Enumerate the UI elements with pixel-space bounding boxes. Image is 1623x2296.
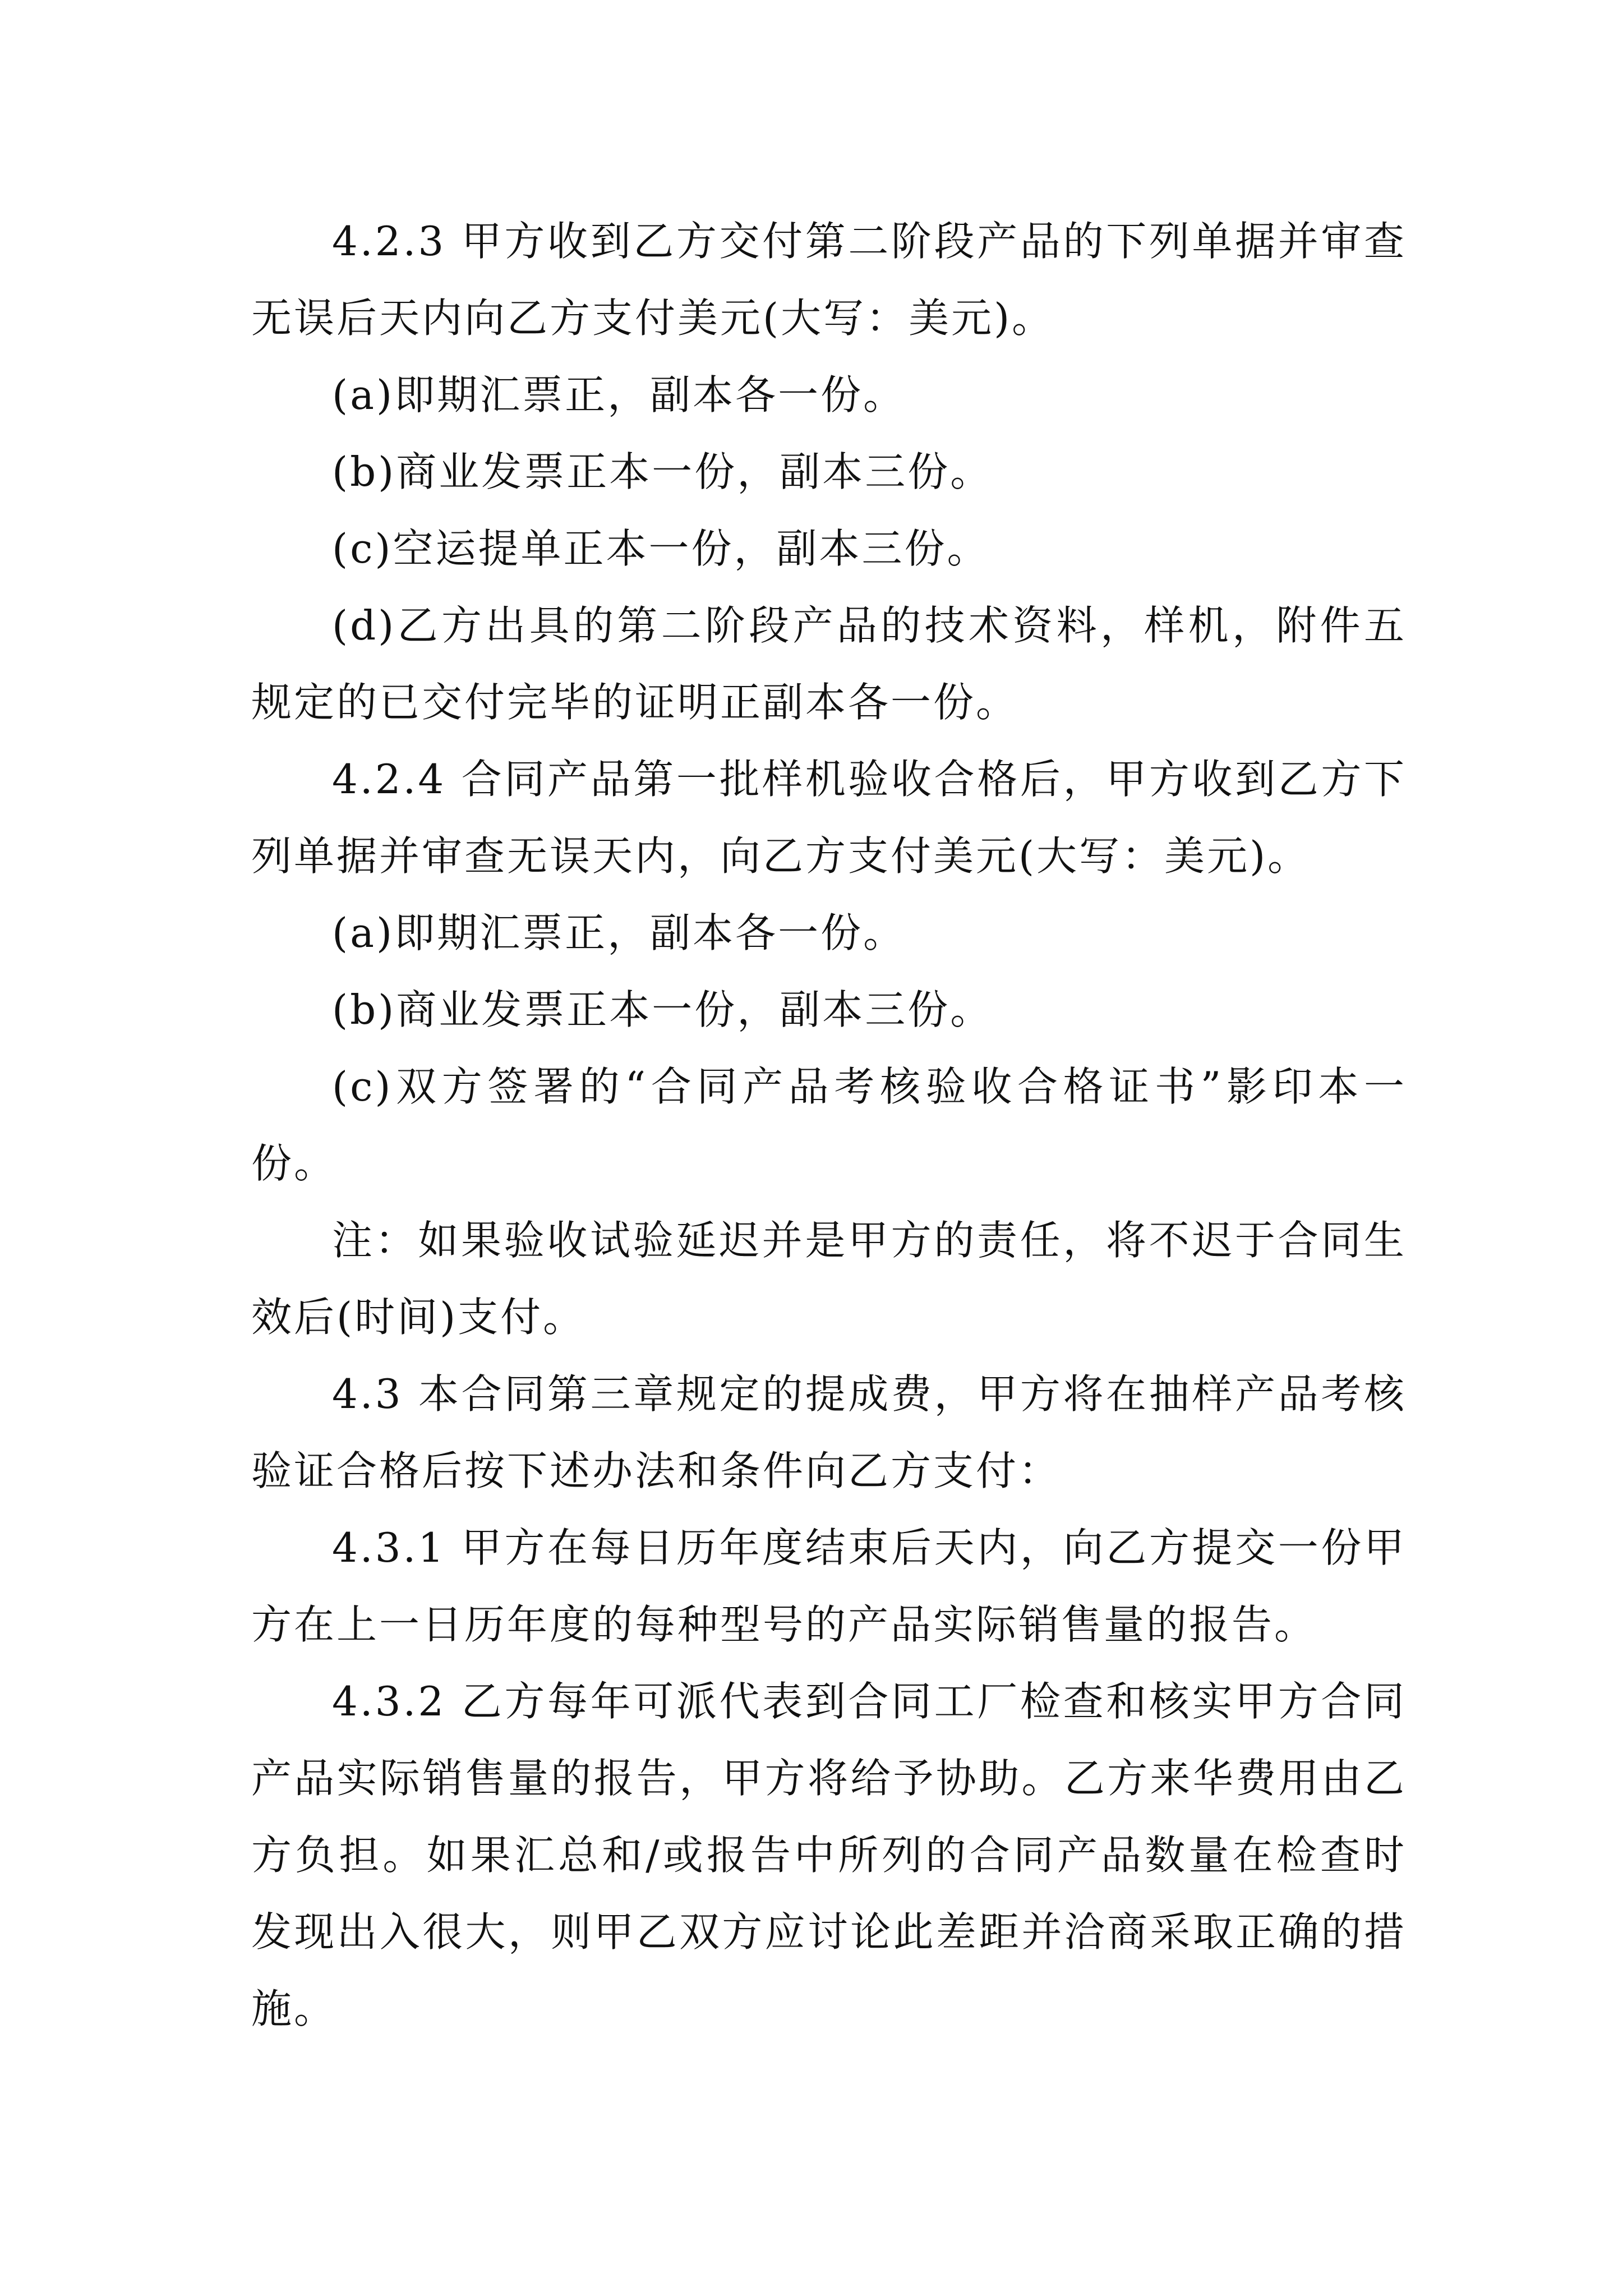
clause-4-3-2: 4.3.2 乙方每年可派代表到合同工厂检查和核实甲方合同产品实际销售量的报告，甲方将给予协助。乙方来华费用由乙方负担。如果汇总和/或报告中所列的合同产品数量在检查时发现出入很大，则甲乙双方应讨论此差距并洽商采取正确的措施。 xyxy=(251,1678,1407,2032)
clause-4-2-3-item-b: (b)商业发票正本一份，副本三份。 xyxy=(332,448,993,495)
clause-4-2-4-item-a: (a)即期汇票正，副本各一份。 xyxy=(332,909,906,956)
clause-note: 注：如果验收试验延迟并是甲方的责任，将不迟于合同生效后(时间)支付。 xyxy=(251,1217,1407,1341)
clause-4-2-4-item-c: (c)双方签署的“合同产品考核验收合格证书”影印本一份。 xyxy=(251,1063,1407,1187)
clause-4-3-1: 4.3.1 甲方在每日历年度结束后天内，向乙方提交一份甲方在上一日历年度的每种型号的产品实际销售量的报告。 xyxy=(251,1524,1407,1648)
clause-4-2-3-item-d: (d)乙方出具的第二阶段产品的技术资料，样机，附件五规定的已交付完毕的证明正副本各一份。 xyxy=(251,602,1407,726)
document-body xyxy=(251,203,1407,2047)
clause-4-2-3-item-a: (a)即期汇票正，副本各一份。 xyxy=(332,371,906,418)
clause-4-2-4: 4.2.4 合同产品第一批样机验收合格后，甲方收到乙方下列单据并审查无误天内，向乙方支付美元(大写：美元)。 xyxy=(251,756,1407,880)
clause-4-2-3-item-c: (c)空运提单正本一份，副本三份。 xyxy=(332,525,990,572)
clause-4-2-4-item-b: (b)商业发票正本一份，副本三份。 xyxy=(332,986,993,1033)
clause-4-2-3: 4.2.3 甲方收到乙方交付第二阶段产品的下列单据并审查无误后天内向乙方支付美元(大写：美元)。 xyxy=(251,218,1407,342)
clause-4-3: 4.3 本合同第三章规定的提成费，甲方将在抽样产品考核验证合格后按下述办法和条件向乙方支付： xyxy=(251,1370,1407,1494)
